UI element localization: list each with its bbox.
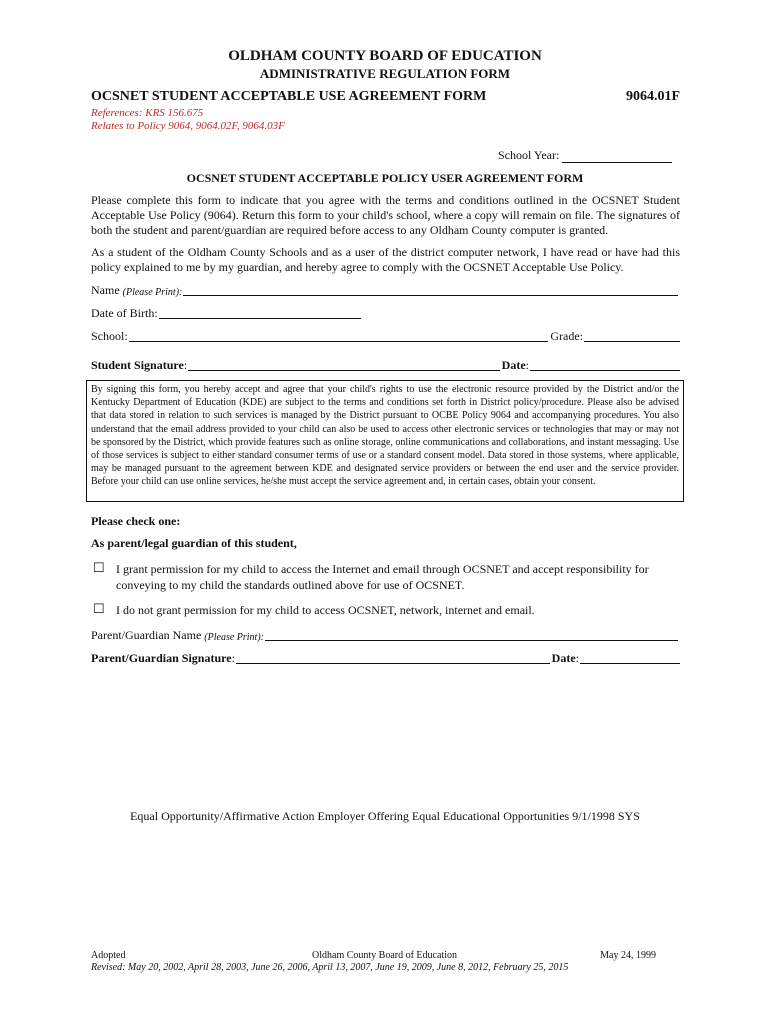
org-heading: OLDHAM COUNTY BOARD OF EDUCATION xyxy=(228,48,542,64)
school-year-line[interactable] xyxy=(562,149,672,163)
form-subtitle: ADMINISTRATIVE REGULATION FORM xyxy=(259,66,511,81)
student-signature-label: Student Signature xyxy=(91,358,184,372)
student-paragraph: As a student of the Oldham County Schools and as a user of the district computer network, I have read or have had this policy explained to me by my guardian, and hereby agree to comply with the OCSNET Acceptable Use Policy. xyxy=(91,245,680,274)
grade-label: Grade: xyxy=(550,329,583,343)
student-date-label: Date xyxy=(501,358,526,372)
section-title: OCSNET STUDENT ACCEPTABLE POLICY USER AGREEMENT FORM xyxy=(186,171,584,185)
guardian-signature-field xyxy=(91,651,680,666)
student-date-colon: : xyxy=(525,358,529,372)
dob-field xyxy=(91,306,363,321)
footer-board: Oldham County Board of Education xyxy=(312,950,457,961)
guardian-signature-line[interactable] xyxy=(236,651,550,664)
school-grade-field xyxy=(91,329,680,344)
guardian-heading: As parent/legal guardian of this student, xyxy=(91,536,297,550)
name-hint: (Please Print): xyxy=(122,287,183,298)
footer-date: May 24, 1999 xyxy=(600,950,656,961)
form-number: 9064.01F xyxy=(625,89,680,104)
deny-option-text: I do not grant permission for my child to access OCSNET, network, internet and email. xyxy=(116,603,535,617)
references: References: KRS 156.675 xyxy=(91,107,204,119)
name-field xyxy=(91,283,680,298)
intro-paragraph: Please complete this form to indicate that you agree with the terms and conditions outlined in the OCSNET Student Acceptable Use Policy (9064). Return this form to your child's school, where a copy will remain on file. The signatures of both the student and parent/guardian are required before access to any Oldham County computer is granted. xyxy=(91,193,680,237)
student-date-line[interactable] xyxy=(530,358,680,371)
grant-option-text: I grant permission for my child to access the Internet and email through OCSNET and accept responsibility for conveying to my child the standards outlined above for use of OCSNET. xyxy=(116,562,649,592)
guardian-date-label: Date xyxy=(551,651,576,665)
school-year-label: School Year: xyxy=(498,148,560,162)
guardian-signature-label: Parent/Guardian Signature xyxy=(91,651,232,665)
deny-checkbox[interactable]: ☐ xyxy=(93,601,105,616)
guardian-date-line[interactable] xyxy=(580,651,680,664)
grade-line[interactable] xyxy=(584,329,680,342)
dob-label: Date of Birth: xyxy=(91,306,158,320)
student-signature-colon: : xyxy=(183,358,188,372)
relates-to-policy: Relates to Policy 9064, 9064.02F, 9064.03F xyxy=(91,120,285,132)
school-year-field xyxy=(498,148,672,163)
student-signature-field xyxy=(91,358,680,373)
school-line[interactable] xyxy=(129,329,549,342)
dob-line[interactable] xyxy=(159,306,361,319)
guardian-name-hint: (Please Print): xyxy=(204,632,264,643)
student-signature-line[interactable] xyxy=(188,358,500,371)
guardian-signature-colon: : xyxy=(231,651,235,665)
guardian-name-field xyxy=(91,628,680,643)
form-title: OCSNET STUDENT ACCEPTABLE USE AGREEMENT FORM xyxy=(91,89,487,104)
eeo-statement: Equal Opportunity/Affirmative Action Employer Offering Equal Educational Opportunities 9/1/1998 SYS xyxy=(130,809,640,823)
name-label: Name xyxy=(91,283,120,297)
footer-revised: Revised: May 20, 2002, April 28, 2003, June 26, 2006, April 13, 2007, June 19, 2009, June 8, 2012, February 25, 2015 xyxy=(91,962,569,973)
notice-box: By signing this form, you hereby accept and agree that your child's rights to use the electronic resource provided by the District and/or the Kentucky Department of Education (KDE) are subject to the terms and conditions set forth in District policy/procedure. Please also be advised that data stored in relation to such services is managed by the District pursuant to OCBE Policy 9064 and accompanying procedures. You also understand that the email address provided to your child can also be used to access other electronic services or technologies that may or may not be sponsored by the District, which provide features such as online storage, online communications and collaborations, and instant messaging. Use of those services is subject to either standard consumer terms of use or a standard consent model. Data stored in those systems, where applicable, may be managed pursuant to the agreement between KDE and designated service providers or between the end user and the service provider. Before your child can use online services, he/she must accept the service agreement and, in certain cases, obtain your consent. xyxy=(86,380,684,502)
grant-checkbox[interactable]: ☐ xyxy=(93,560,105,575)
check-one-label: Please check one: xyxy=(91,514,181,528)
guardian-date-colon: : xyxy=(575,651,579,665)
name-line[interactable] xyxy=(183,283,678,296)
footer-adopted: Adopted xyxy=(91,950,126,961)
school-label: School: xyxy=(91,329,128,343)
guardian-name-line[interactable] xyxy=(265,628,678,641)
guardian-name-label: Parent/Guardian Name xyxy=(91,628,202,642)
